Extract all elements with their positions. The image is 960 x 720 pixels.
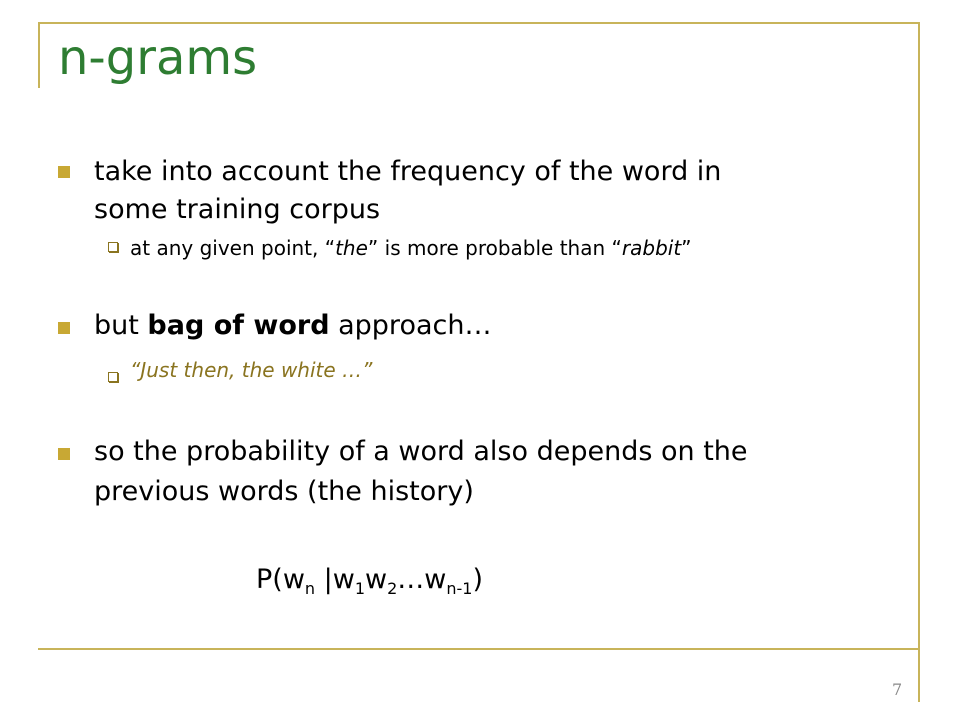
rule-right: [918, 22, 920, 702]
bullet-square-icon: [58, 166, 70, 178]
sub-bullet-square-icon: [108, 372, 118, 382]
bullet1-sub-part3: ” is more probable than “: [367, 236, 622, 260]
bullet-square-icon: [58, 448, 70, 460]
rule-bottom: [38, 648, 920, 650]
bullet1-sub-part5: ”: [681, 236, 692, 260]
bullet2-text: [94, 306, 491, 346]
formula-p: P(w: [256, 564, 305, 595]
bullet1-sub-the: the: [335, 236, 368, 260]
formula-sub-n: n: [304, 579, 316, 598]
page-title: n-grams: [58, 30, 258, 86]
rule-left: [38, 22, 40, 88]
formula-dots: …w: [397, 564, 447, 595]
bullet-square-icon: [58, 322, 70, 334]
formula-close: ): [472, 564, 484, 595]
bullet1-sub-part1: at any given point, “: [130, 236, 336, 260]
bullet2-part2: approach…: [329, 310, 492, 341]
formula-sub-2: 2: [387, 579, 398, 598]
bullet3-line1: so the probability of a word also depends on the: [94, 436, 748, 467]
formula: [256, 560, 483, 600]
bullet2-part1: but: [94, 310, 148, 341]
bullet1-sub: [130, 234, 692, 262]
bullet3-line2: previous words (the history): [94, 476, 474, 507]
rule-top: [38, 22, 920, 24]
formula-w2: w: [365, 564, 388, 595]
sub-bullet-square-icon: [108, 242, 118, 252]
slide-number: 7: [892, 680, 903, 699]
bullet2-sub-quote: “Just then, the white …”: [130, 358, 373, 382]
formula-sub-nm1: n-1: [446, 579, 473, 598]
formula-sub-1: 1: [354, 579, 365, 598]
formula-bar: |w: [315, 564, 355, 595]
bullet1-sub-rabbit: rabbit: [621, 236, 682, 260]
bullet1-line2: some training corpus: [94, 194, 381, 225]
bullet1-line1: take into account the frequency of the word in: [94, 156, 722, 187]
bullet2-bold: bag of word: [147, 310, 330, 341]
